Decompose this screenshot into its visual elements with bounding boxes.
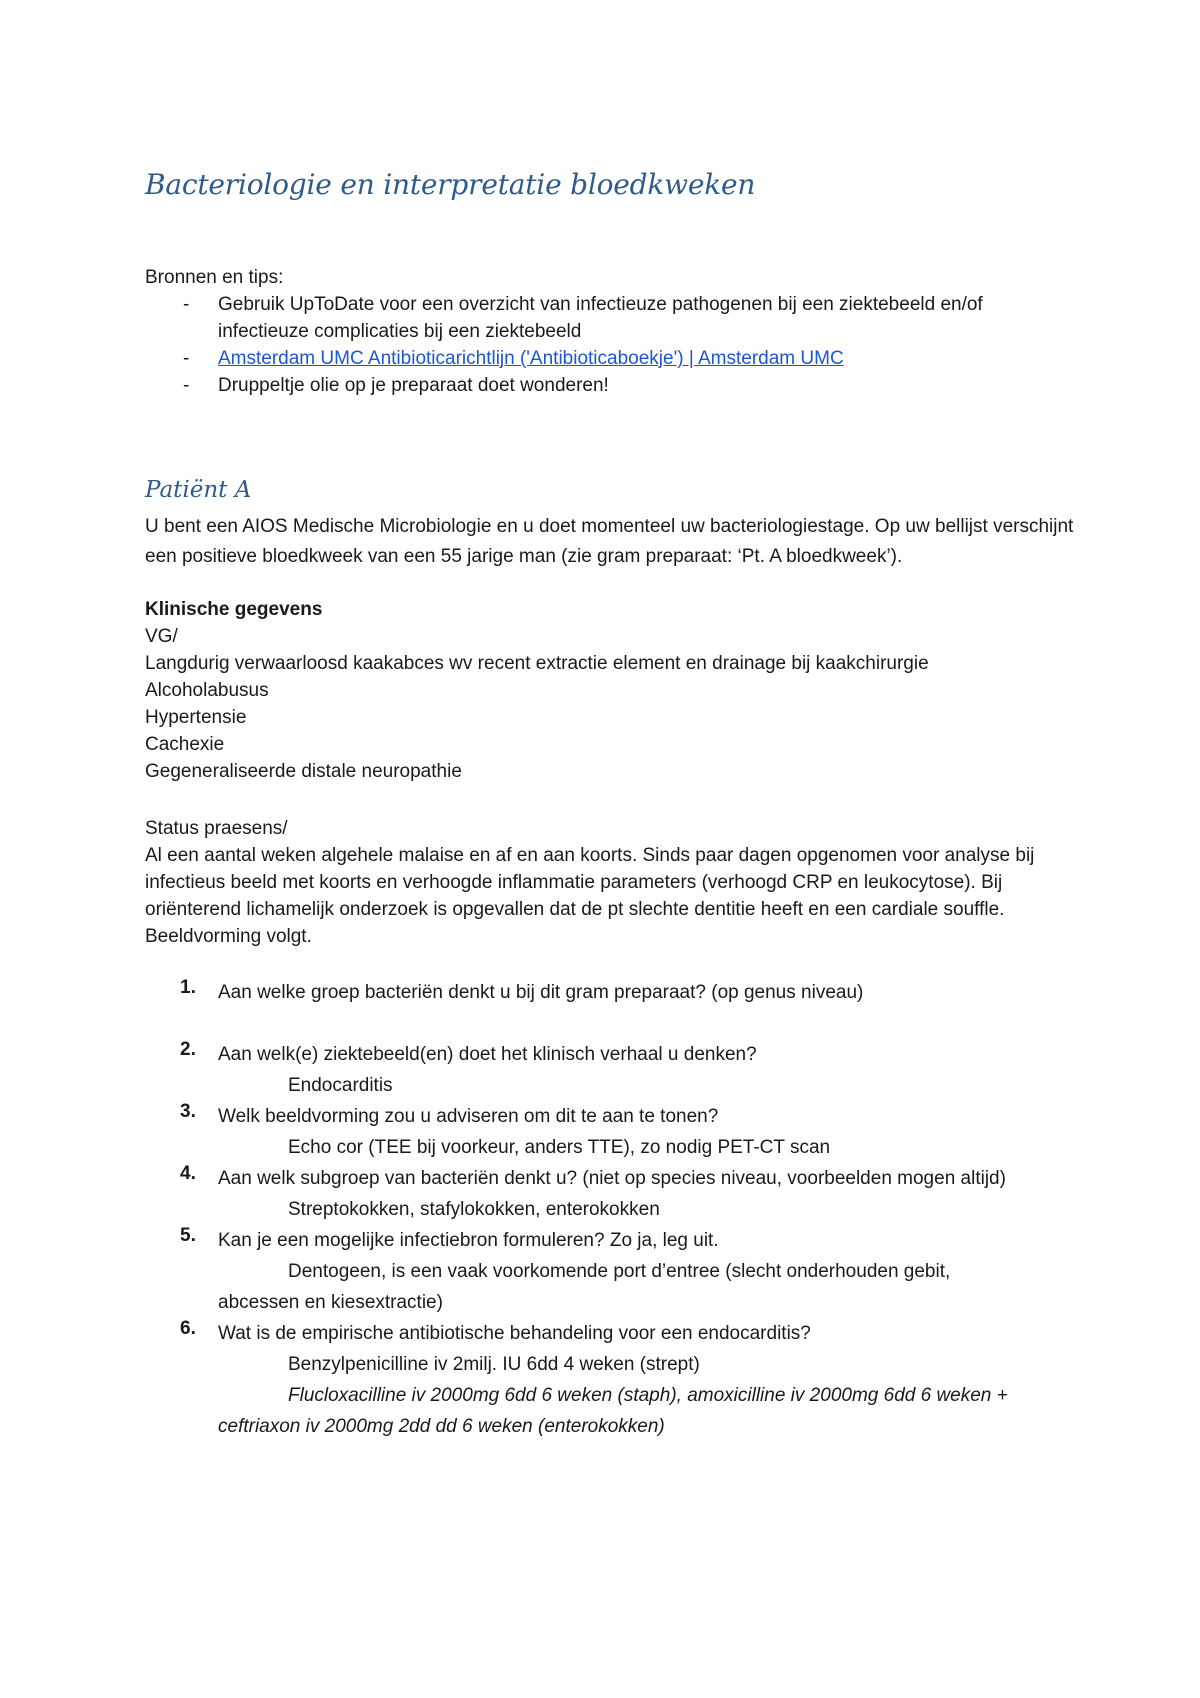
question-text: Wat is de empirische antibiotische behandeling voor een endocarditis? [218, 1323, 811, 1344]
question-6 [145, 1318, 1075, 1442]
clinical-section [145, 596, 1075, 785]
amsterdam-umc-link[interactable]: Amsterdam UMC Antibioticarichtlijn ('Antibioticaboekje') | Amsterdam UMC [218, 348, 844, 369]
question-4 [145, 1163, 1075, 1225]
sources-section [145, 264, 1075, 399]
vg-label: VG/ [145, 626, 178, 647]
question-number: 3. [180, 1101, 196, 1122]
list-item [145, 345, 1075, 372]
answer-text: Streptokokken, stafylokokken, enterokokken [288, 1199, 660, 1220]
status-label: Status praesens/ [145, 818, 288, 839]
question-text: Aan welke groep bacteriën denkt u bij dit gram preparaat? (op genus niveau) [218, 982, 864, 1003]
question-5 [145, 1225, 1075, 1318]
list-item: Alcoholabusus [145, 680, 269, 701]
status-section [145, 815, 1075, 950]
answer-text: Endocarditis [288, 1075, 393, 1096]
clinical-heading: Klinische gegevens [145, 599, 323, 620]
list-item [145, 291, 1075, 345]
question-3 [145, 1101, 1075, 1163]
list-item: Gegeneraliseerde distale neuropathie [145, 761, 462, 782]
question-2 [145, 1039, 1075, 1101]
question-number: 6. [180, 1318, 196, 1339]
status-text: Al een aantal weken algehele malaise en af en aan koorts. Sinds paar dagen opgenomen voor analyse bij infectieus beeld met koorts en verhoogde inflammatie parameters (verhoogd CRP en leukocytose). Bij oriënterend lichamelijk onderzoek is opgevallen dat de pt slechte dentitie heeft en een cardiale souffle. Beeldvorming volgt. [145, 845, 1035, 947]
answer-text: Dentogeen, is een vaak voorkomende port d’entree (slecht onderhouden gebit, [288, 1261, 951, 1282]
question-1 [145, 977, 1075, 1008]
sources-list [145, 291, 1075, 399]
answer-alternative: Flucloxacilline iv 2000mg 6dd 6 weken (staph), amoxicilline iv 2000mg 6dd 6 weken + [288, 1385, 1008, 1406]
question-number: 2. [180, 1039, 196, 1060]
list-item: Langdurig verwaarloosd kaakabces wv recent extractie element en drainage bij kaakchirurgie [145, 653, 929, 674]
document-title: Bacteriologie en interpretatie bloedkweken [145, 168, 756, 201]
answer-text: Benzylpenicilline iv 2milj. IU 6dd 4 weken (strept) [288, 1354, 700, 1375]
question-number: 5. [180, 1225, 196, 1246]
sources-label: Bronnen en tips: [145, 267, 284, 288]
list-item: Cachexie [145, 734, 225, 755]
question-number: 1. [180, 977, 196, 998]
questions-list [145, 977, 1075, 1442]
answer-continuation: abcessen en kiesextractie) [218, 1292, 443, 1313]
question-text: Aan welk subgroep van bacteriën denkt u? (niet op species niveau, voorbeelden mogen altijd) [218, 1168, 1006, 1189]
patient-intro: U bent een AIOS Medische Microbiologie en u doet momenteel uw bacteriologiestage. Op uw bellijst verschijnt een positieve bloedkweek van een 55 jarige man (zie gram preparaat: ‘Pt. A bloedkweek’). [145, 516, 1074, 567]
question-text: Kan je een mogelijke infectiebron formuleren? Zo ja, leg uit. [218, 1230, 719, 1251]
question-text: Welk beeldvorming zou u adviseren om dit te aan te tonen? [218, 1106, 719, 1127]
source-tip-uptodate: Gebruik UpToDate voor een overzicht van infectieuze pathogenen bij een ziektebeeld en/of infectieuze complicaties bij een ziektebeeld [218, 294, 983, 342]
answer-text: Echo cor (TEE bij voorkeur, anders TTE), zo nodig PET-CT scan [288, 1137, 831, 1158]
list-item: Hypertensie [145, 707, 247, 728]
list-item [145, 372, 1075, 399]
patient-heading: Patiënt A [145, 477, 252, 503]
question-text: Aan welk(e) ziektebeeld(en) doet het klinisch verhaal u denken? [218, 1044, 757, 1065]
source-tip-oil: Druppeltje olie op je preparaat doet wonderen! [218, 375, 609, 396]
question-number: 4. [180, 1163, 196, 1184]
answer-continuation: ceftriaxon iv 2000mg 2dd dd 6 weken (enterokokken) [218, 1416, 665, 1437]
